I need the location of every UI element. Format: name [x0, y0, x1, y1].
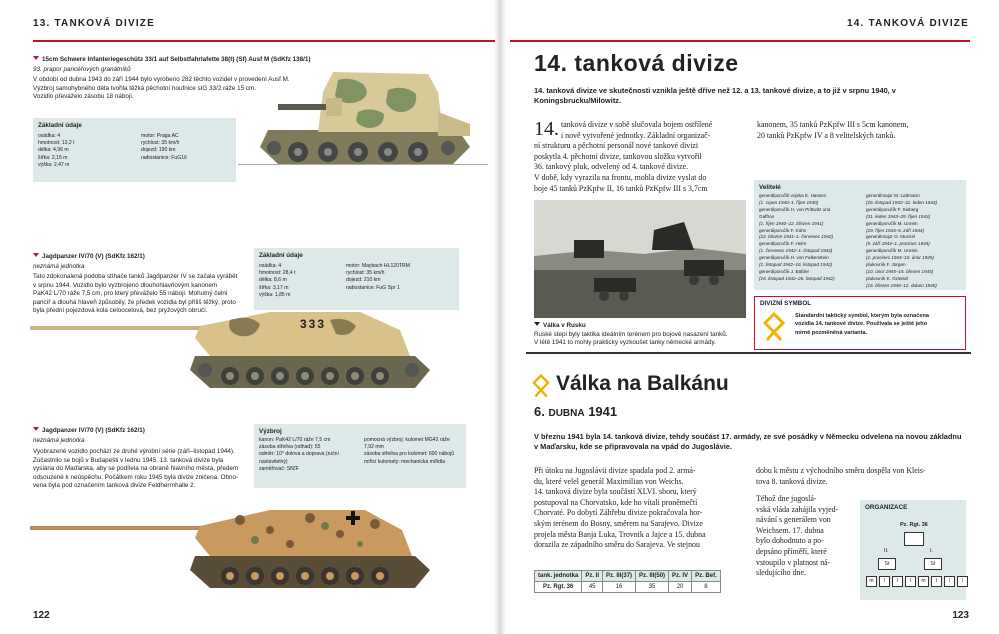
- section-date: 6. DUBNA 1941: [534, 404, 618, 419]
- table-header: Pz. III(37): [603, 571, 636, 582]
- company-symbol: l: [957, 576, 968, 587]
- company-symbol: l: [944, 576, 955, 587]
- table-header: Pz. Bef.: [692, 571, 721, 582]
- war-photo: [534, 200, 746, 318]
- table-cell: 8: [692, 582, 721, 593]
- grille-tank-illustration: [238, 52, 488, 192]
- triangle-icon: [534, 322, 540, 326]
- vehicle-1-title: 15cm Schwere Infanteriegeschütz 33/1 auf Selbstfahrlafette 38(t) (Sf) Ausf M (SdKfz 138/1): [33, 56, 363, 65]
- symbol-text: Standardní taktický symbol, kterým byla označena vozidla 14. tankové divize. Používala se ještě jeho mírně pozměněná varianta.: [795, 313, 929, 336]
- battalion-1-label: I.: [930, 548, 934, 554]
- triangle-icon: [33, 253, 39, 257]
- table-cell: 20: [669, 582, 692, 593]
- body-text-1: 14. tanková divize v sobě slučovala bojem ostřílené i nově vytvořené jednotky. Základní organizač- ní strukturu a pěchotní personál nové tankové divizi poskytla 4. pěchotní divize, tankovou složku vytvořil 36. tankový pluk, odvelený od 4. tankové divize. V době, kdy vyrazila na frontu, mohla divize vyslat do boje 45 tanků PzKpfw II, 16 tanků PzKpfw III s 3,7cm: [534, 118, 713, 193]
- hull-number: 333: [300, 317, 327, 331]
- tank-strength-table: [534, 570, 721, 593]
- body-text-2-col2b: Téhož dne jugoslá- vská vláda zahájila vyjed- návání s generálem von Weichsem. 17. dubna bylo dohodnuto a po- depsáno příměří, které vstoupilo v platnost ná- sledujícího dne.: [756, 494, 839, 578]
- battalion-2-label: II.: [884, 548, 889, 554]
- staff-symbol-1: St: [924, 558, 942, 570]
- section-divider: [526, 352, 971, 354]
- company-symbol: l: [905, 576, 916, 587]
- lead-paragraph: 14. tanková divize ve skutečnosti vznikla ještě dříve než 12. a 13. tankové divize, a to již v srpnu 1940, v Koningsbrucku/Milowitz.: [534, 86, 896, 105]
- page-title: 14. tanková divize: [534, 50, 739, 76]
- vehicle-2-specs-box: Základní údaje osádka: 4 hmotnost: 28,4 t délka: 8,6 m šířka: 3,17 m výška: 1,85 m motor: Maybach HL120TRM rychlost: 35 km/h dojezd: 210 km radiostanice: FuG Spr 1: [254, 248, 459, 310]
- divisional-symbol-box: [754, 296, 966, 350]
- vehicle-2-unit: neznámá jednotka: [33, 263, 85, 270]
- vehicle-3-weapons-box: Výzbroj kanon: PaK42 L/70 ráže 7,5 cm zásoba střeliva (odhad): 55 odměr: 10° dolova a doprava (ruční nastavitelný) zaměřovač: SflZF pomocná výzbroj: kulomet MG42 ráže 7,92 mm zásoba střeliva pro kulomet: 600 nábojů mířicí kulomety: mechanická mířidla: [254, 424, 466, 488]
- page-number-right: 123: [952, 610, 969, 621]
- vehicle-1-unit: 93. prapor pancéřových granátníků: [33, 66, 131, 73]
- vehicle-1-text: V období od dubna 1943 do září 1944 bylo vyrobeno 282 těchto vozidel v provedení Ausf M. Výzbroj samohybného děla tvořila těžká pěchotní houfnice sIG 33/2 ráže 15 cm. Vozidlo převáželo zásobu 18 náboji.: [33, 76, 290, 101]
- vehicle-3-unit: neznámá jednotka: [33, 437, 85, 444]
- jagdpanzer-333-illustration: [30, 298, 430, 398]
- regiment-label: Pz. Rgt. 36: [900, 522, 928, 528]
- jagdpanzer-ambush-illustration: [30, 500, 430, 600]
- photo-caption: Válka v Rusku Ruské stepi byly taktika ideálním terénem pro bojové nasazení tanků. V létě 1941 to mohly prakticky vyzkoušet tanky německé armády.: [534, 322, 728, 347]
- organization-box: ORGANIZACE Pz. Rgt. 36 II. I. St St m l l l m l l l: [860, 500, 966, 600]
- right-page: [502, 0, 999, 634]
- company-row: [866, 576, 968, 587]
- company-symbol: l: [879, 576, 890, 587]
- section-lead: V březnu 1941 byla 14. tanková divize, tehdy součást 17. armády, ze své posádky v Německu odvelena na novou základnu v Maďarsku, kde se připravovala na vpád do Jugoslávie.: [534, 432, 962, 451]
- company-symbol: m: [918, 576, 929, 587]
- table-header: Pz. IV: [669, 571, 692, 582]
- vehicle-1-specs-box: Základní údaje osádka: 4 hmotnost: 13,2 t délka: 4,96 m šířka: 2,15 m výška: 2,47 m motor: Praga AC rychlost: 35 km/h dojezd: 190 km radiostanice: FuG16: [33, 118, 236, 182]
- table-cell: 16: [603, 582, 636, 593]
- body-text-1b: kanonem, 35 tanků PzKpfw III s 5cm kanonem, 20 tanků PzKpfw IV a 8 velitelských tanků.: [757, 120, 909, 140]
- company-symbol: m: [866, 576, 877, 587]
- photo-image: [534, 200, 746, 318]
- body-text-2-col2: dobu k městu z východního směru dospěla von Kleis- tova 8. tanková divize.: [756, 466, 926, 486]
- drop-cap: 14.: [534, 118, 559, 140]
- regiment-symbol: [904, 532, 924, 546]
- company-symbol: l: [892, 576, 903, 587]
- table-cell: Pz. Rgt. 36: [535, 582, 582, 593]
- header-rule: [33, 40, 495, 42]
- table-cell: 45: [582, 582, 603, 593]
- page-number-left: 122: [33, 610, 50, 621]
- running-head: 13. TANKOVÁ DIVIZE: [33, 18, 155, 29]
- vehicle-2-title: Jagdpanzer IV/70 (V) (SdKfz 162/1): [33, 253, 145, 262]
- table-cell: 35: [636, 582, 669, 593]
- staff-symbol-2: St: [878, 558, 896, 570]
- table-row: [535, 582, 721, 593]
- triangle-icon: [33, 56, 39, 60]
- symbol-title: DIVIZNÍ SYMBOL: [760, 300, 812, 307]
- division-symbol-icon: [532, 374, 550, 398]
- running-head: 14. TANKOVÁ DIVIZE: [847, 18, 969, 29]
- left-page: [0, 0, 497, 634]
- vehicle-2-text: Tato zdokonalená podoba stíhače tanků Jagdpanzer IV se začala vyrábět v srpnu 1944. Vozidlo bylo vyzbrojeno dlouhohlavňovým kanonem PaK42 L/70 ráže 7,5 cm, pro který převáželo 55 náboji. Mohutný čelní pancíř a dlouhá hlaveň způsobily, že předek vozidla byl příliš těžký, proto byla přední pojezdová kola celoocelová, bez pryžových obručí.: [33, 273, 238, 315]
- table-header: Pz. III(50): [636, 571, 669, 582]
- commanders-box: Velitelé generálporučík vojska E. Hansen (1. srpen 1940–1. říjen 1940) generálporučík H. von Prittwitz und Gaffron (1. říjen 1940–22. březen 1941) generálporučík F. Kühn (22. březen 1941–1. červenec 1942) generálporučík F. Heim (1. červenec 1942–1. listopad 1942) generálporučík H. von Falkenstein (1. listopad 1942–16. listopad 1942) generálporučík J. Bäßler (16. listopad 1942–26. listopad 1942) generálmajor M. Lattmann (26. listopad 1942–31. leden 1943) generálporučík F. Sieberg (31. leden 1943–29. říjen 1943) generálporučík M. Unrein (29. říjen 1943–5. září 1944) generálmajor O. Munzel (5. září 1944–1. prosinec 1944) generálporučík M. Unrein (1. prosinec 1944–10. únor 1945) plukovník F. Jürgen (10. únor 1945–15. březen 1945) plukovník K. Grässel (15. březen 1945–12. duben 1945): [754, 180, 966, 290]
- triangle-icon: [33, 427, 39, 431]
- section-title: Válka na Balkánu: [556, 372, 729, 395]
- vehicle-3-text: Vyobrazené vozidlo pochází ze druhé výrobní série (září–listopad 1944). Zúčastnilo se bojů v Budapešti v lednu 1945. 13. tanková divize byla vyslána do Maďarska, aby se podílela na obraně hlavního města, předem odsouzené k neúspěchu. Počátkem roku 1945 byla divize zničena. Obno- vena byla pod označením tanková divize Feldherrnhalle 2.: [33, 448, 239, 490]
- table-header: Pz. II: [582, 571, 603, 582]
- division-symbol-icon: [763, 312, 785, 342]
- table-header: tank. jednotka: [535, 571, 582, 582]
- body-text-2-col1: Při útoku na Jugoslávii divize spadala pod 2. armá- du, které velel generál Maximilian von Weichs. 14. tanková divize byla součástí XLVI. sboru, který postupoval na Chorvatsko, kde ho vítali proněmečtí Chorvaté. Po dobytí Záhřebu divize pokračovala hor- ským terénem do Bosny, směrem na Sarajevo. Divize projela města Banja Luka, Trovnik a Jajce a 15. dubna dorazila ze západního směru do Sarajeva. Ve stejnou: [534, 466, 706, 550]
- vehicle-3-title: Jagdpanzer IV/70 (V) (SdKfz 162/1): [33, 427, 145, 436]
- header-rule: [510, 40, 970, 42]
- company-symbol: l: [931, 576, 942, 587]
